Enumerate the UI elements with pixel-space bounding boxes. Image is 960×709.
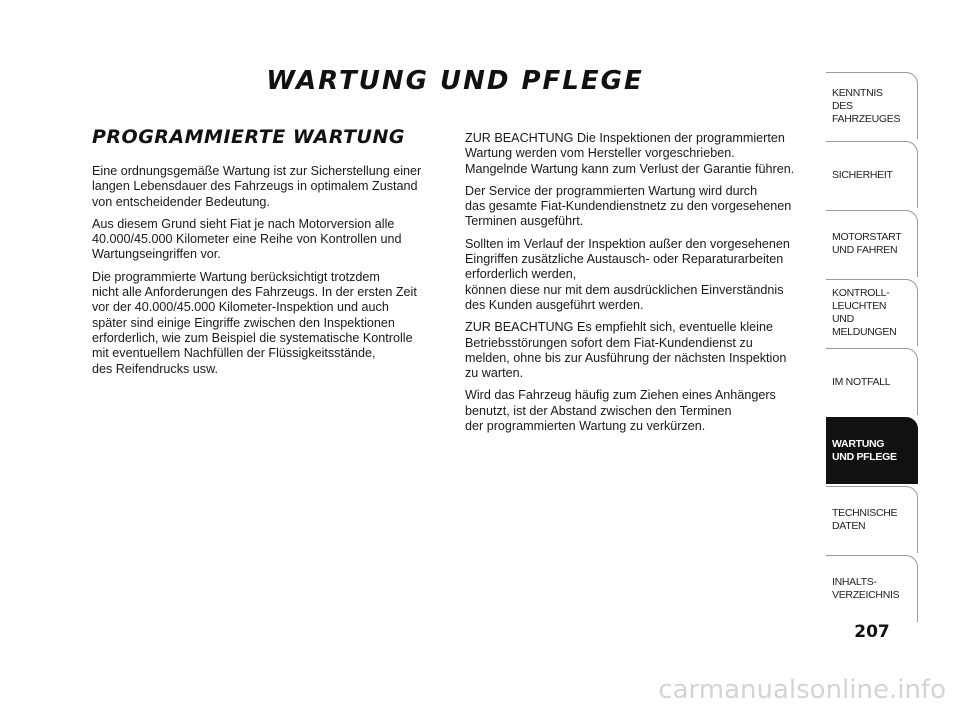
left-column xyxy=(92,164,448,384)
paragraph: Die programmierte Wartung berücksichtigt trotzdem nicht alle Anforderungen des Fahrzeugs. In der ersten Zeit vor der 40.000/45.000 Kilometer-Inspektion und auch später sind einige Eingriffe zwischen den Inspektionen erforderlich, wie zum Beispiel die systematische Kontrolle mit eventuellem Nachfüllen der Flüssigkeitsstände, des Reifendrucks usw. xyxy=(92,269,417,376)
paragraph: Aus diesem Grund sieht Fiat je nach Motorversion alle 40.000/45.000 Kilometer eine Reihe von Kontrollen und Wartungseingriffen vor. xyxy=(92,216,402,262)
section-heading: PROGRAMMIERTE WARTUNG xyxy=(92,126,405,148)
tab-technische-daten[interactable]: TECHNISCHE DATEN xyxy=(826,486,918,553)
paragraph: ZUR BEACHTUNG Die Inspektionen der programmierten Wartung werden vom Hersteller vorgeschrieben. Mangelnde Wartung kann zum Verlust der Garantie führen. xyxy=(465,131,795,176)
chapter-tabs xyxy=(826,72,918,624)
tab-im-notfall[interactable]: IM NOTFALL xyxy=(826,348,918,415)
tab-motorstart-und-fahren[interactable]: MOTORSTART UND FAHREN xyxy=(826,210,918,277)
paragraph: Eine ordnungsgemäße Wartung ist zur Sicherstellung einer langen Lebensdauer des Fahrzeugs in optimalem Zustand von entscheidender Bedeutung. xyxy=(92,164,422,209)
tab-wartung-und-pflege[interactable]: WARTUNG UND PFLEGE xyxy=(826,417,918,484)
page-number: 207 xyxy=(854,622,890,642)
watermark: carmanualsonline.info xyxy=(658,675,946,705)
paragraph: ZUR BEACHTUNG Es empfiehlt sich, eventuelle kleine Betriebsstörungen sofort dem Fiat-Kundendienst zu melden, ohne bis zur Ausführung der nächsten Inspektion zu warten. xyxy=(465,320,787,381)
page-title: WARTUNG UND PFLEGE xyxy=(266,66,644,96)
tab-kontrollleuchten[interactable]: KONTROLL- LEUCHTEN UND MELDUNGEN xyxy=(826,279,918,346)
paragraph: Sollten im Verlauf der Inspektion außer den vorgesehenen Eingriffen zusätzliche Austausch- oder Reparaturarbeiten erforderlich werden, können diese nur mit dem ausdrücklichen Einverständnis des Kunden ausgeführt werden. xyxy=(465,236,790,312)
paragraph: Der Service der programmierten Wartung wird durch das gesamte Fiat-Kundendienstnetz zu den vorgesehenen Terminen ausgeführt. xyxy=(465,183,792,229)
tab-sicherheit[interactable]: SICHERHEIT xyxy=(826,141,918,208)
tab-kenntnis-des-fahrzeuges[interactable]: KENNTNIS DES FAHRZEUGES xyxy=(826,72,918,139)
right-column xyxy=(465,131,815,441)
tab-inhaltsverzeichnis[interactable]: INHALTS- VERZEICHNIS xyxy=(826,555,918,622)
paragraph: Wird das Fahrzeug häufig zum Ziehen eines Anhängers benutzt, ist der Abstand zwischen den Terminen der programmierten Wartung zu verkürzen. xyxy=(465,388,776,434)
